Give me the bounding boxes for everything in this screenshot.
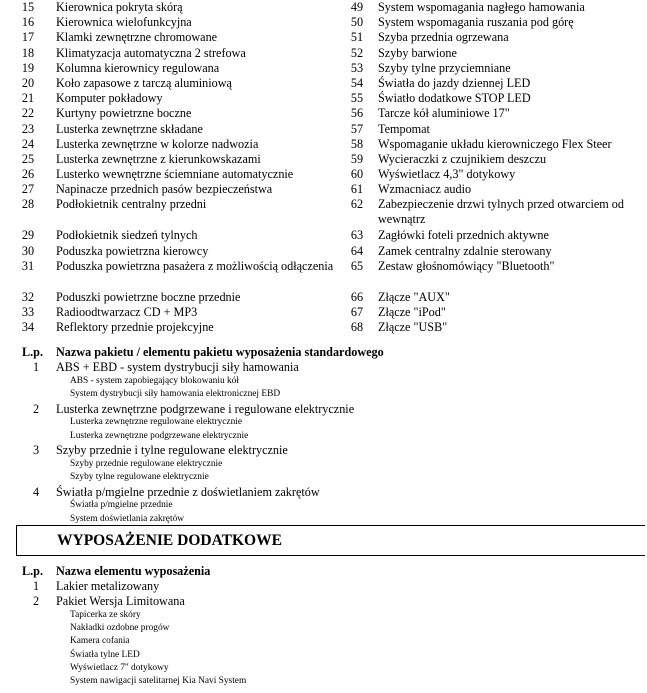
package-row — [0, 402, 647, 417]
item-number: 28 — [21, 197, 35, 212]
package-element: Szyby przednie regulowane elektrycznie — [70, 458, 223, 469]
package-element: Szyby tylne regulowane elektrycznie — [70, 472, 209, 482]
item-name: Lusterka zewnętrzne w kolorze nadwozia — [56, 136, 259, 151]
additional-equipment-title: WYPOSAŻENIE DODATKOWE — [57, 532, 282, 549]
item-name: Koło zapasowe z tarczą aluminiową — [56, 75, 232, 90]
package-number: 4 — [32, 484, 40, 499]
package-element: ABS - system zapobiegający blokowaniu kół — [70, 375, 239, 386]
additional-item-element: Światła tylne LED — [70, 649, 140, 660]
equipment-row — [0, 305, 647, 320]
package-name: ABS + EBD - system dystrybucji siły hamowania — [56, 360, 299, 374]
additional-equipment-banner — [16, 525, 645, 556]
additional-equipment-header — [0, 563, 647, 579]
equipment-row — [0, 137, 647, 152]
additional-item-number: 2 — [32, 594, 40, 608]
equipment-row — [0, 167, 647, 182]
item-number: 64 — [350, 243, 364, 258]
equipment-row — [0, 61, 647, 76]
item-name: Złącze "USB" — [378, 320, 448, 335]
item-number: 62 — [350, 197, 364, 212]
item-number: 55 — [350, 91, 364, 106]
package-element: Lusterka zewnętrzne podgrzewane elektrycznie — [70, 430, 249, 441]
item-number: 51 — [350, 30, 364, 45]
package-name: Światła p/mgielne przednie z doświetlaniem zakrętów — [56, 484, 320, 499]
item-name: Kierownica wielofunkcyjna — [56, 15, 192, 30]
package-element: Światła p/mgielne przednie — [70, 500, 173, 510]
item-name: Poduszka powietrzna pasażera z możliwością odłączenia — [56, 258, 334, 273]
item-name: Lusterka zewnętrzne z kierunkowskazami — [56, 151, 261, 166]
item-name: Kierownica pokryta skórą — [56, 0, 183, 14]
item-number: 34 — [21, 320, 35, 335]
item-name: Komputer pokładowy — [56, 91, 163, 106]
package-number: 2 — [32, 401, 40, 416]
package-name: Szyby przednie i tylne regulowane elektrycznie — [56, 443, 288, 457]
item-number: 59 — [350, 151, 364, 166]
item-name: Wspomaganie układu kierowniczego Flex Steer — [378, 136, 612, 151]
package-block — [0, 485, 647, 527]
package-name: Lusterka zewnętrzne podgrzewane i regulowane elektrycznie — [56, 401, 355, 416]
equipment-row — [0, 106, 647, 121]
item-number: 66 — [350, 289, 364, 304]
equipment-row — [0, 290, 647, 305]
item-name: Kolumna kierownicy regulowana — [56, 60, 220, 75]
item-number: 27 — [21, 182, 35, 197]
package-block — [0, 360, 647, 402]
item-name: Podłokietnik siedzeń tylnych — [56, 228, 198, 243]
item-number: 54 — [350, 75, 364, 90]
item-name: System wspomagania nagłego hamowania — [378, 0, 585, 14]
item-name: Szyba przednia ogrzewana — [378, 30, 509, 45]
item-name: Poduszka powietrzna kierowcy — [56, 243, 209, 258]
item-number: 26 — [21, 167, 35, 182]
additional-item-name: Pakiet Wersja Limitowana — [56, 594, 185, 608]
package-number: 1 — [32, 360, 40, 374]
item-number: 67 — [350, 305, 364, 319]
item-name: Zamek centralny zdalnie sterowany — [378, 243, 552, 258]
lp-column-header: L.p. — [22, 564, 44, 578]
lp-column-header: L.p. — [22, 345, 44, 359]
item-name: Zabezpieczenie drzwi tylnych przed otwarciem od wewnątrz — [378, 197, 624, 227]
item-number: 33 — [21, 305, 35, 319]
item-number: 57 — [350, 121, 364, 136]
item-number: 63 — [350, 228, 364, 243]
item-number: 30 — [21, 243, 35, 258]
item-number: 58 — [350, 136, 364, 151]
item-number: 22 — [21, 106, 35, 121]
item-name: Wzmacniacz audio — [378, 182, 472, 197]
equipment-row — [0, 30, 647, 45]
item-number: 61 — [350, 182, 364, 197]
equipment-row — [0, 91, 647, 106]
standard-packages-section — [0, 344, 647, 526]
standard-packages-header — [0, 344, 647, 360]
item-name: Światła do jazdy dziennej LED — [378, 75, 531, 90]
package-row — [0, 485, 647, 500]
equipment-row — [0, 15, 647, 30]
package-list — [0, 360, 647, 526]
item-name: Lusterka zewnętrzne składane — [56, 121, 203, 136]
additional-item-row — [0, 594, 647, 609]
equipment-row — [0, 182, 647, 197]
item-number: 19 — [21, 60, 35, 75]
item-number: 18 — [21, 45, 35, 60]
item-number: 31 — [21, 258, 35, 273]
item-name: Złącze "AUX" — [378, 289, 450, 304]
additional-equipment-section — [0, 563, 647, 688]
additional-item-element: Kamera cofania — [70, 636, 130, 647]
item-name: Lusterko wewnętrzne ściemniane automatycznie — [56, 167, 294, 182]
equipment-row — [0, 0, 647, 15]
item-name: Szyby tylne przyciemniane — [378, 60, 511, 75]
equipment-row — [0, 244, 647, 259]
item-number: 53 — [350, 60, 364, 75]
equipment-row — [0, 76, 647, 91]
equipment-row — [0, 46, 647, 61]
equipment-row — [0, 259, 647, 290]
item-name: Zagłówki foteli przednich aktywne — [378, 228, 549, 243]
package-element: System doświetlania zakrętów — [70, 513, 185, 524]
item-name: Podłokietnik centralny przedni — [56, 197, 207, 212]
item-name: Radioodtwarzacz CD + MP3 — [56, 305, 198, 319]
additional-item-number: 1 — [32, 579, 40, 593]
additional-item-element: System nawigacji satelitarnej Kia Navi System — [70, 675, 247, 686]
item-number: 50 — [350, 15, 364, 30]
item-name: Światło dodatkowe STOP LED — [378, 91, 531, 106]
additional-item-row — [0, 579, 647, 594]
package-block — [0, 402, 647, 444]
package-row — [0, 443, 647, 458]
item-number: 60 — [350, 167, 364, 182]
package-row — [0, 360, 647, 375]
item-number: 32 — [21, 289, 35, 304]
additional-item-list — [0, 579, 647, 688]
item-number: 20 — [21, 75, 35, 90]
package-block — [0, 443, 647, 485]
additional-item-element: Wyświetlacz 7" dotykowy — [70, 662, 169, 673]
item-name: Zestaw głośnomówiący "Bluetooth" — [378, 258, 555, 273]
item-name: Poduszki powietrzne boczne przednie — [56, 289, 241, 304]
equipment-row — [0, 197, 647, 228]
additional-item-name: Lakier metalizowany — [56, 579, 160, 593]
standard-packages-title: Nazwa pakietu / elementu pakietu wyposażenia standardowego — [56, 345, 384, 359]
package-number: 3 — [32, 443, 40, 457]
additional-item-element: Nakładki ozdobne progów — [70, 623, 170, 634]
item-name: Złącze "iPod" — [378, 305, 446, 319]
item-name: Wyświetlacz 4,3" dotykowy — [378, 167, 516, 182]
item-number: 25 — [21, 151, 35, 166]
item-number: 56 — [350, 106, 364, 121]
item-name: Klamki zewnętrzne chromowane — [56, 30, 218, 45]
item-name: System wspomagania ruszania pod górę — [378, 15, 574, 30]
item-number: 15 — [21, 0, 35, 14]
item-name: Szyby barwione — [378, 45, 457, 60]
package-element: System dystrybucji siły hamowania elektronicznej EBD — [70, 389, 281, 399]
item-name: Reflektory przednie projekcyjne — [56, 320, 214, 335]
equipment-row — [0, 152, 647, 167]
equipment-row — [0, 228, 647, 243]
item-number: 65 — [350, 258, 364, 273]
equipment-row — [0, 122, 647, 137]
item-number: 21 — [21, 91, 35, 106]
item-name: Wycieraczki z czujnikiem deszczu — [378, 151, 547, 166]
package-element: Lusterka zewnętrzne regulowane elektrycznie — [70, 417, 243, 427]
item-number: 17 — [21, 30, 35, 45]
item-number: 24 — [21, 136, 35, 151]
item-name: Napinacze przednich pasów bezpieczeństwa — [56, 182, 273, 197]
equipment-row — [0, 320, 647, 335]
item-number: 52 — [350, 45, 364, 60]
item-number: 16 — [21, 15, 35, 30]
equipment-list — [0, 0, 647, 335]
item-name: Kurtyny powietrzne boczne — [56, 106, 192, 121]
item-name: Tarcze kół aluminiowe 17" — [378, 106, 510, 121]
item-name: Tempomat — [378, 121, 430, 136]
item-number: 29 — [21, 228, 35, 243]
item-number: 68 — [350, 320, 364, 335]
item-number: 49 — [350, 0, 364, 14]
item-number: 23 — [21, 121, 35, 136]
item-name: Klimatyzacja automatyczna 2 strefowa — [56, 45, 246, 60]
additional-item-element: Tapicerka ze skóry — [70, 610, 141, 620]
additional-equipment-column-title: Nazwa elementu wyposażenia — [56, 564, 211, 578]
